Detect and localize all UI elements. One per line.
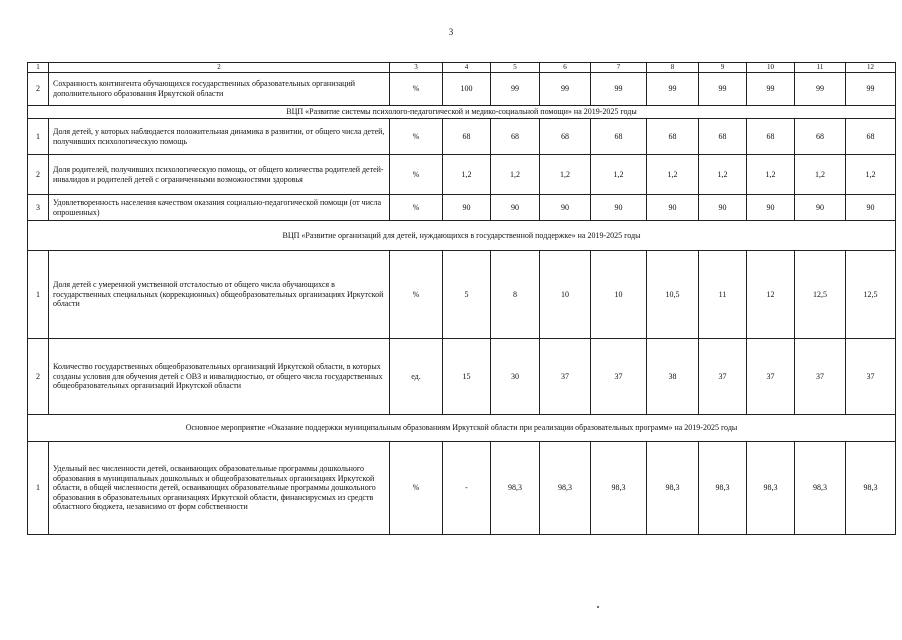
value-cell: 12,5 <box>846 251 896 339</box>
unit-cell: % <box>390 155 443 195</box>
indicator-description: Удельный вес численности детей, осваивающих образовательные программы дошкольного образования в муниципальных дошкольных и общеобразовательных организациях Иркутской области, в общей численности детей, осваивающих образовательные программы дошкольного образования в образовательных организациях Иркутской области, финансирусмых из средств областного бюджета, независимо от форм собственности <box>49 442 390 535</box>
column-number-cell: 2 <box>49 63 390 73</box>
indicator-description: Доля детей, у которых наблюдается положительная динамика в развитии, от общего числа детей, получивших психологическую помощь <box>49 119 390 155</box>
page-number: 3 <box>448 27 454 37</box>
column-number-cell: 3 <box>390 63 443 73</box>
value-cell: 1,2 <box>795 155 846 195</box>
value-cell: 90 <box>747 195 795 221</box>
value-cell: 10 <box>540 251 591 339</box>
value-cell: 99 <box>591 73 647 106</box>
indicator-description: Доля детей с умеренной умственной отсталостью от общего числа обучающихся в государственных специальных (коррекционных) общеобразовательных организациях Иркутской области <box>49 251 390 339</box>
section-header-row <box>28 106 896 119</box>
indicator-row <box>28 251 896 339</box>
value-cell: 99 <box>699 73 747 106</box>
indicator-row <box>28 442 896 535</box>
value-cell: 68 <box>591 119 647 155</box>
unit-cell: % <box>390 195 443 221</box>
value-cell: 37 <box>591 339 647 415</box>
value-cell: 98,3 <box>747 442 795 535</box>
unit-cell: % <box>390 442 443 535</box>
value-cell: 8 <box>491 251 540 339</box>
value-cell: 98,3 <box>846 442 896 535</box>
value-cell: 90 <box>699 195 747 221</box>
value-cell: 90 <box>491 195 540 221</box>
value-cell: 15 <box>443 339 491 415</box>
value-cell: 11 <box>699 251 747 339</box>
value-cell: 90 <box>795 195 846 221</box>
column-number-row <box>28 63 896 73</box>
section-title: ВЦП «Развитие системы психолого-педагогической и медико-социальной помощи» на 2019-2025 годы <box>28 106 896 119</box>
row-number-cell: 3 <box>28 195 49 221</box>
unit-cell: ед. <box>390 339 443 415</box>
indicator-row <box>28 195 896 221</box>
row-number-cell: 1 <box>28 119 49 155</box>
value-cell: 90 <box>591 195 647 221</box>
indicator-row <box>28 339 896 415</box>
value-cell: 37 <box>747 339 795 415</box>
value-cell: 98,3 <box>647 442 699 535</box>
value-cell: 98,3 <box>540 442 591 535</box>
value-cell: 98,3 <box>699 442 747 535</box>
value-cell: 99 <box>795 73 846 106</box>
column-number-cell: 6 <box>540 63 591 73</box>
column-number-cell: 9 <box>699 63 747 73</box>
unit-cell: % <box>390 251 443 339</box>
value-cell: 1,2 <box>699 155 747 195</box>
indicator-description: Удовлетворенность населения качеством оказания социально-педагогической помощи (от числа опрошенных) <box>49 195 390 221</box>
indicator-description: Количество государственных общеобразовательных организаций Иркутской области, в которых созданы условия для обучения детей с ОВЗ и инвалидностью, от общего числа государственных общеобразовательных организаций Иркутской области <box>49 339 390 415</box>
value-cell: 10,5 <box>647 251 699 339</box>
value-cell: 99 <box>491 73 540 106</box>
value-cell: 1,2 <box>647 155 699 195</box>
value-cell: 100 <box>443 73 491 106</box>
row-number-cell: 2 <box>28 339 49 415</box>
value-cell: 1,2 <box>491 155 540 195</box>
column-number-cell: 12 <box>846 63 896 73</box>
value-cell: 68 <box>443 119 491 155</box>
section-title: ВЦП «Развитие организаций для детей, нуждающихся в государственной поддержке» на 2019-2025 годы <box>28 221 896 251</box>
value-cell: 99 <box>540 73 591 106</box>
value-cell: 12 <box>747 251 795 339</box>
column-number-cell: 11 <box>795 63 846 73</box>
row-number-cell: 2 <box>28 155 49 195</box>
column-number-cell: 5 <box>491 63 540 73</box>
value-cell: 68 <box>795 119 846 155</box>
value-cell: 68 <box>491 119 540 155</box>
indicators-table <box>27 62 896 535</box>
scan-speck <box>597 606 599 608</box>
value-cell: 98,3 <box>795 442 846 535</box>
value-cell: 37 <box>846 339 896 415</box>
row-number-cell: 1 <box>28 442 49 535</box>
value-cell: 90 <box>846 195 896 221</box>
value-cell: 38 <box>647 339 699 415</box>
value-cell: 99 <box>647 73 699 106</box>
value-cell: 68 <box>647 119 699 155</box>
value-cell: 90 <box>443 195 491 221</box>
column-number-cell: 8 <box>647 63 699 73</box>
value-cell: 12,5 <box>795 251 846 339</box>
section-header-row <box>28 415 896 442</box>
value-cell: 68 <box>540 119 591 155</box>
value-cell: 37 <box>699 339 747 415</box>
indicator-description: Доля родителей, получивших психологическую помощь, от общего количества родителей детей-инвалидов и родителей детей с ограниченными возможностями здоровья <box>49 155 390 195</box>
column-number-cell: 7 <box>591 63 647 73</box>
value-cell: 1,2 <box>747 155 795 195</box>
value-cell: 37 <box>795 339 846 415</box>
value-cell: 68 <box>699 119 747 155</box>
row-number-cell: 1 <box>28 251 49 339</box>
section-title: Основное мероприятие «Оказание поддержки муниципальным образованиям Иркутской области при реализации образовательных программ» на 2019-2025 годы <box>28 415 896 442</box>
section-header-row <box>28 221 896 251</box>
value-cell: 1,2 <box>540 155 591 195</box>
value-cell: 30 <box>491 339 540 415</box>
row-number-cell: 2 <box>28 73 49 106</box>
indicator-row <box>28 119 896 155</box>
indicator-row <box>28 73 896 106</box>
value-cell: 10 <box>591 251 647 339</box>
unit-cell: % <box>390 73 443 106</box>
unit-cell: % <box>390 119 443 155</box>
value-cell: 99 <box>747 73 795 106</box>
value-cell: 1,2 <box>443 155 491 195</box>
indicator-description: Сохранность контингента обучающихся государственных образовательных организаций дополнительного образования Иркутской области <box>49 73 390 106</box>
column-number-cell: 10 <box>747 63 795 73</box>
value-cell: 1,2 <box>591 155 647 195</box>
value-cell: 1,2 <box>846 155 896 195</box>
value-cell: 90 <box>647 195 699 221</box>
value-cell: - <box>443 442 491 535</box>
value-cell: 98,3 <box>591 442 647 535</box>
column-number-cell: 4 <box>443 63 491 73</box>
value-cell: 68 <box>747 119 795 155</box>
value-cell: 37 <box>540 339 591 415</box>
indicator-row <box>28 155 896 195</box>
value-cell: 68 <box>846 119 896 155</box>
column-number-cell: 1 <box>28 63 49 73</box>
value-cell: 5 <box>443 251 491 339</box>
value-cell: 99 <box>846 73 896 106</box>
value-cell: 90 <box>540 195 591 221</box>
value-cell: 98,3 <box>491 442 540 535</box>
